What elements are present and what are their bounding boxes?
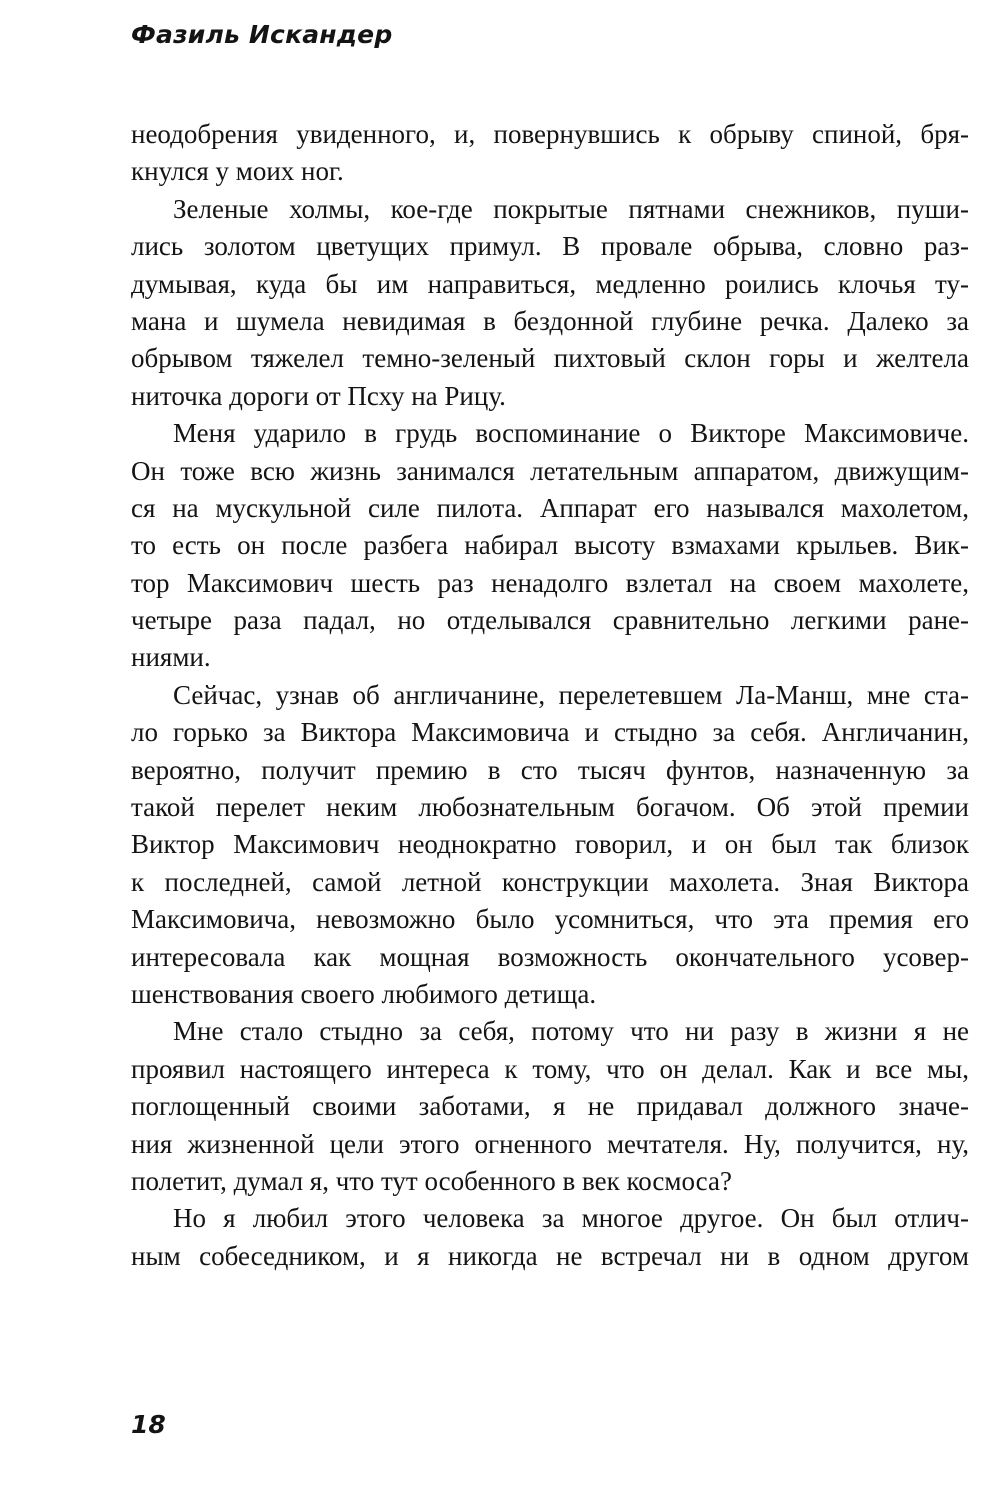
- text-line: интересовала как мощная возможность окончательного усовер-: [131, 941, 969, 972]
- text-line: Виктор Максимович неоднократно говорил, и он был так близок: [131, 829, 969, 860]
- text-line: тор Максимович шесть раз ненадолго взлетал на своем махолете,: [131, 567, 969, 598]
- text-line: четыре раза падал, но отделывался сравнительно легкими ране-: [131, 605, 969, 636]
- text-line: проявил настоящего интереса к тому, что он делал. Как и все мы,: [131, 1053, 969, 1084]
- text-line: мана и шумела невидимая в бездонной глубине речка. Далеко за: [131, 305, 969, 336]
- body-text: [131, 116, 969, 1275]
- text-line: к последней, самой летной конструкции махолета. Зная Виктора: [131, 866, 969, 897]
- text-line: кнулся у моих ног.: [131, 156, 344, 187]
- text-line: ным собеседником, и я никогда не встречал ни в одном другом: [131, 1240, 969, 1271]
- text-line: Но я любил этого человека за многое другое. Он был отлич-: [173, 1203, 969, 1234]
- text-line: Сейчас, узнав об англичанине, перелетевшем Ла-Манш, мне ста-: [173, 679, 969, 710]
- text-line: шенствования своего любимого детища.: [131, 978, 597, 1009]
- text-line: поглощенный своими заботами, я не придавал должного значе-: [131, 1091, 969, 1122]
- text-line: Он тоже всю жизнь занимался летательным аппаратом, движущим-: [131, 455, 969, 486]
- text-line: думывая, куда бы им направиться, медленно роились клочья ту-: [131, 268, 969, 299]
- text-line: Максимовича, невозможно было усомниться, что эта премия его: [131, 904, 969, 935]
- text-line: полетит, думал я, что тут особенного в век космоса?: [131, 1165, 732, 1196]
- text-line: вероятно, получит премию в сто тысяч фунтов, назначенную за: [131, 754, 969, 785]
- text-line: Меня ударило в грудь воспоминание о Викторе Максимовиче.: [173, 418, 969, 449]
- text-line: неодобрения увиденного, и, повернувшись к обрыву спиной, бря-: [131, 119, 969, 149]
- running-header-author: Фазиль Искандер: [131, 20, 393, 49]
- text-line: ло горько за Виктора Максимовича и стыдно за себя. Англичанин,: [131, 717, 969, 748]
- text-line: Мне стало стыдно за себя, потому что ни разу в жизни я не: [173, 1016, 969, 1047]
- text-line: то есть он после разбега набирал высоту взмахами крыльев. Вик-: [131, 530, 969, 561]
- text-line: лись золотом цветущих примул. В провале обрыва, словно раз-: [131, 231, 969, 262]
- text-line: ния жизненной цели этого огненного мечтателя. Ну, получится, ну,: [131, 1128, 969, 1159]
- text-line: ниями.: [131, 642, 211, 673]
- text-line: Зеленые холмы, кое-где покрытые пятнами снежников, пуши-: [173, 193, 969, 224]
- page-number: 18: [131, 1410, 166, 1439]
- text-line: ниточка дороги от Псху на Рицу.: [131, 380, 506, 411]
- text-line: ся на мускульной силе пилота. Аппарат его назывался махолетом,: [131, 492, 969, 523]
- text-line: обрывом тяжелел темно-зеленый пихтовый склон горы и желтела: [131, 343, 969, 374]
- text-line: такой перелет неким любознательным богачом. Об этой премии: [131, 792, 969, 823]
